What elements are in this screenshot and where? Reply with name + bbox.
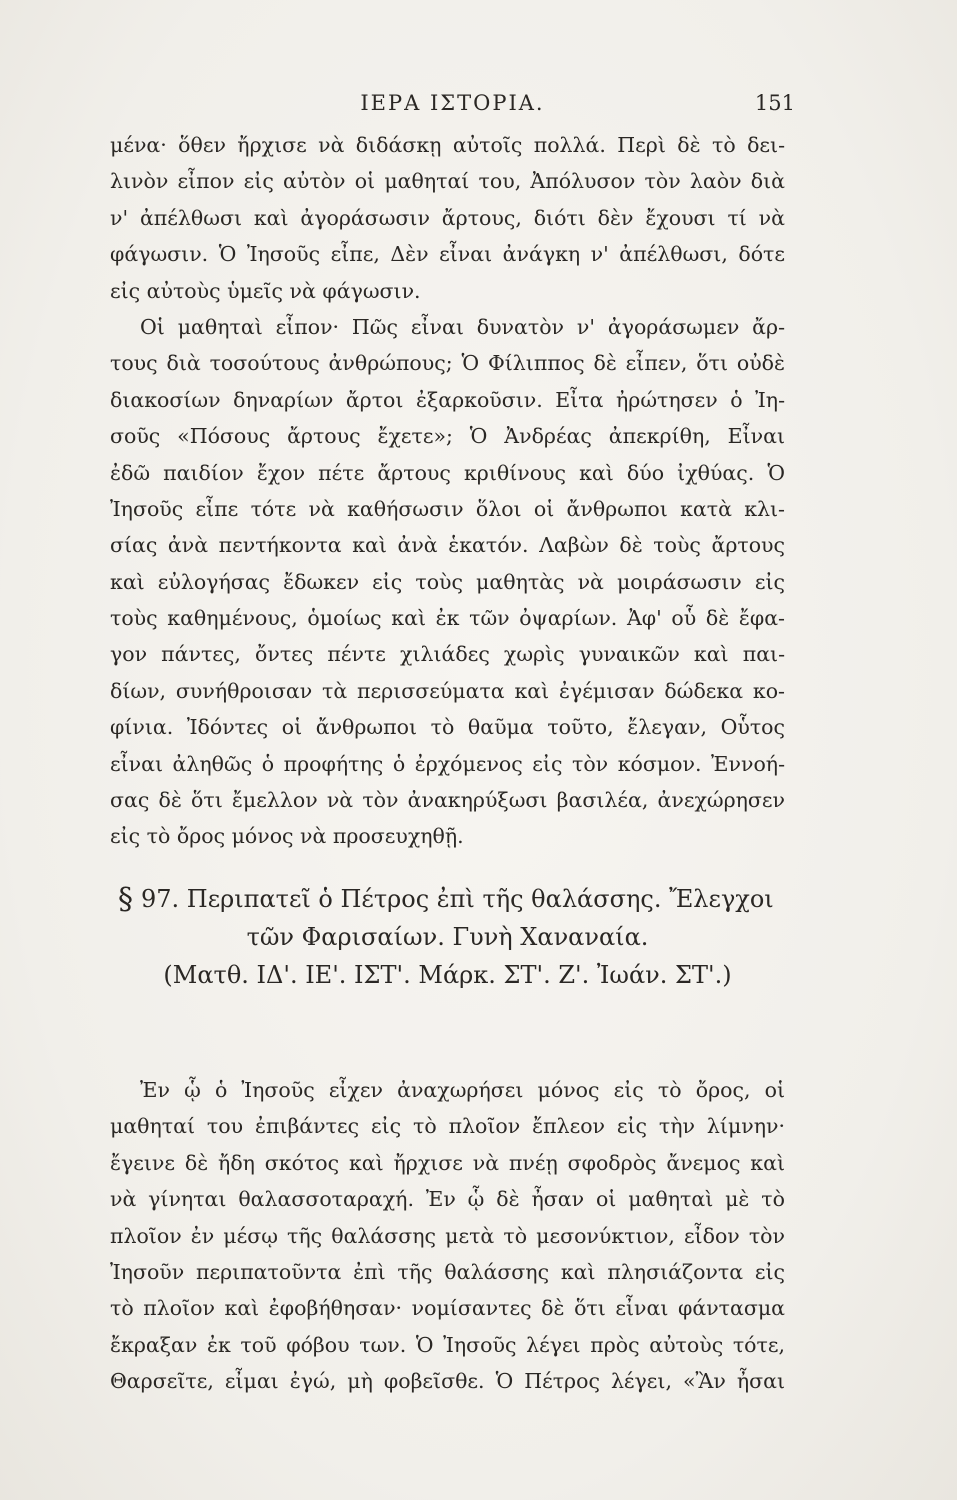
text-line: λινὸν εἶπον εἰς αὐτὸν οἱ μαθηταί του, Ἀπόλυσον τὸν λαὸν διὰ (110, 169, 785, 194)
text-line: Ἰησοῦς εἶπε τότε νὰ καθήσωσιν ὅλοι οἱ ἄνθρωποι κατὰ κλι- (110, 496, 785, 521)
text-line: τοὺς καθημένους, ὁμοίως καὶ ἐκ τῶν ὀψαρίων. Ἀφ' οὗ δὲ ἔφα- (110, 606, 785, 631)
section-heading-line-1 (110, 880, 785, 918)
page-number: 151 (754, 91, 795, 115)
section-heading (110, 880, 785, 994)
text-line: μαθηταί του ἐπιβάντες εἰς τὸ πλοῖον ἔπλεον εἰς τὴν λίμνην· (110, 1114, 785, 1139)
text-line: φίνια. Ἰδόντες οἱ ἄνθρωποι τὸ θαῦμα τοῦτο, ἔλεγαν, Οὗτος (110, 715, 785, 740)
text-line: σίας ἀνὰ πεντήκοντα καὶ ἀνὰ ἑκατόν. Λαβὼν δὲ τοὺς ἄρτους (110, 533, 785, 558)
section-heading-line-2: τῶν Φαρισαίων. Γυνὴ Χαναναία. (246, 923, 649, 951)
text-line: πλοῖον ἐν μέσῳ τῆς θαλάσσης μετὰ τὸ μεσονύκτιον, εἶδον τὸν (110, 1223, 785, 1248)
text-line: εἶναι ἀληθῶς ὁ προφήτης ὁ ἐρχόμενος εἰς τὸν κόσμον. Ἐννοή- (110, 751, 785, 776)
text-line: εἰς αὐτοὺς ὑμεῖς νὰ φάγωσιν. (110, 278, 421, 303)
text-line: εἰς τὸ ὄρος μόνος νὰ προσευχηθῇ. (110, 824, 464, 849)
text-line: νὰ γίνηται θαλασσοταραχή. Ἐν ᾧ δὲ ἦσαν οἱ μαθηταὶ μὲ τὸ (110, 1187, 785, 1212)
text-line: ἐδῶ παιδίον ἔχον πέτε ἄρτους κριθίνους καὶ δύο ἰχθύας. Ὁ (110, 460, 785, 485)
text-line: ν' ἀπέλθωσι καὶ ἀγοράσωσιν ἄρτους, διότι δὲν ἔχουσι τί νὰ (110, 205, 785, 230)
text-line: δίων, συνήθροισαν τὰ περισσεύματα καὶ ἐγέμισαν δώδεκα κο- (110, 678, 785, 703)
text-line: Ἰησοῦν περιπατοῦντα ἐπὶ τῆς θαλάσσης καὶ πλησιάζοντα εἰς (110, 1259, 785, 1284)
text-line: σοῦς «Πόσους ἄρτους ἔχετε»; Ὁ Ἀνδρέας ἀπεκρίθη, Εἶναι (110, 424, 785, 449)
text-line: τὸ πλοῖον καὶ ἐφοβήθησαν· νομίσαντες δὲ ὅτι εἶναι φάντασμα (110, 1296, 785, 1321)
passage-feeding-five-thousand (110, 127, 785, 855)
running-title: ΙΕΡΑ ΙΣΤΟΡΙΑ. (360, 91, 545, 115)
text-line: Οἱ μαθηταὶ εἶπον· Πῶς εἶναι δυνατὸν ν' ἀγοράσωμεν ἄρ- (140, 314, 785, 339)
text-line: ἔγεινε δὲ ἤδη σκότος καὶ ἤρχισε νὰ πνέῃ σφοδρὸς ἄνεμος καὶ (110, 1150, 785, 1175)
text-line: Θαρσεῖτε, εἶμαι ἐγώ, μὴ φοβεῖσθε. Ὁ Πέτρος λέγει, «Ἂν ἦσαι (110, 1369, 785, 1394)
text-line: ἔκραξαν ἐκ τοῦ φόβου των. Ὁ Ἰησοῦς λέγει πρὸς αὐτοὺς τότε, (110, 1332, 785, 1357)
text-line: διακοσίων δηναρίων ἄρτοι ἐξαρκοῦσιν. Εἶτα ἠρώτησεν ὁ Ἰη- (110, 387, 785, 412)
text-line: φάγωσιν. Ὁ Ἰησοῦς εἶπε, Δὲν εἶναι ἀνάγκη ν' ἀπέλθωσι, δότε (110, 242, 785, 267)
section-references: (Ματθ. ΙΔ'. ΙΕ'. ΙΣΤ'. Μάρκ. ΣΤ'. Ζ'. Ἰωάν. ΣΤ'.) (163, 961, 732, 989)
section-title: 97. Περιπατεῖ ὁ Πέτρος ἐπὶ τῆς θαλάσσης. Ἔλεγχοι (141, 885, 774, 913)
text-line: γον πάντες, ὄντες πέντε χιλιάδες χωρὶς γυναικῶν καὶ παι- (110, 642, 785, 667)
text-line: τους διὰ τοσούτους ἀνθρώπους; Ὁ Φίλιππος δὲ εἶπεν, ὅτι οὐδὲ (110, 351, 785, 376)
text-line: σας δὲ ὅτι ἔμελλον νὰ τὸν ἀνακηρύξωσι βασιλέα, ἀνεχώρησεν (110, 788, 785, 813)
text-line: καὶ εὐλογήσας ἔδωκεν εἰς τοὺς μαθητὰς νὰ μοιράσωσιν εἰς (110, 569, 785, 594)
text-line: μένα· ὅθεν ἤρχισε νὰ διδάσκῃ αὐτοῖς πολλά. Περὶ δὲ τὸ δει- (110, 133, 785, 157)
passage-walking-on-water (110, 1072, 785, 1400)
section-sign: § (118, 882, 133, 917)
text-line: Ἐν ᾧ ὁ Ἰησοῦς εἶχεν ἀναχωρήσει μόνος εἰς τὸ ὄρος, οἱ (140, 1078, 785, 1102)
running-head (110, 88, 795, 118)
